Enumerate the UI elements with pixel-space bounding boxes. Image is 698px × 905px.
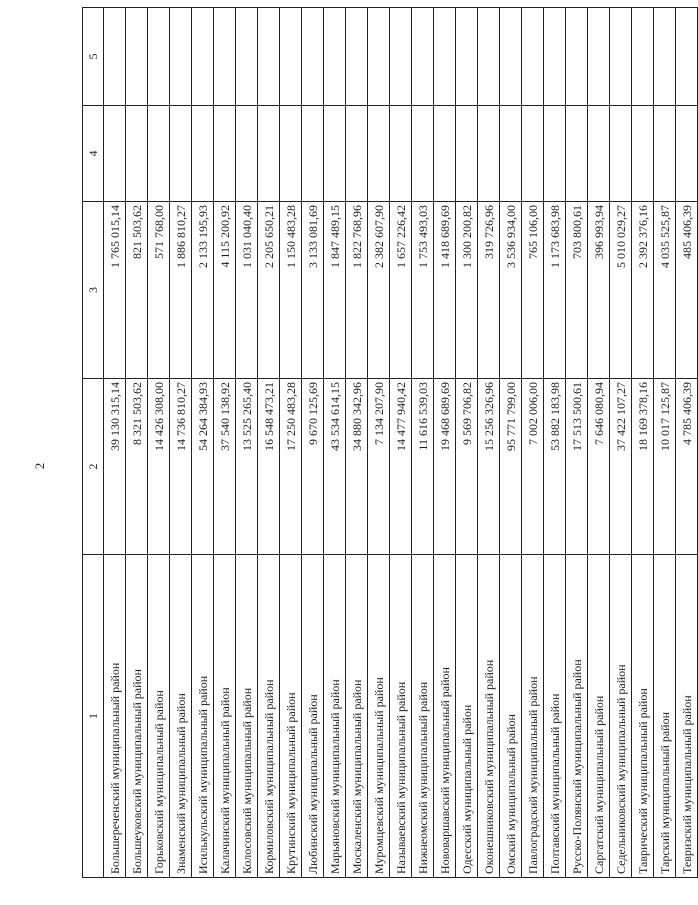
- column-5-value-cell: [588, 8, 610, 106]
- column-3-value-cell: 703 800,61: [566, 202, 588, 379]
- column-4-value-cell: [170, 106, 192, 202]
- table-row: [632, 8, 654, 878]
- table-row: [478, 8, 500, 878]
- district-name-cell: Нововаршавский муниципальный район: [434, 555, 456, 878]
- table-row: [544, 8, 566, 878]
- column-3-value-cell: 319 726,96: [478, 202, 500, 379]
- column-3-value-cell: 1 418 689,69: [434, 202, 456, 379]
- column-4-value-cell: [346, 106, 368, 202]
- column-5-value-cell: [214, 8, 236, 106]
- column-4-value-cell: [214, 106, 236, 202]
- district-name-cell: Нижнеомский муниципальный район: [412, 555, 434, 878]
- column-3-value-cell: 4 115 200,92: [214, 202, 236, 379]
- table-row: [456, 8, 478, 878]
- district-name-cell: Колосовский муниципальный район: [236, 555, 258, 878]
- column-3-value-cell: 571 768,00: [148, 202, 170, 379]
- column-3-value-cell: 3 536 934,00: [500, 202, 522, 379]
- district-name-cell: Большеуковский муниципальный район: [126, 555, 148, 878]
- column-5-value-cell: [258, 8, 280, 106]
- column-header: 2: [83, 379, 104, 555]
- column-4-value-cell: [126, 106, 148, 202]
- column-3-value-cell: 1 031 040,40: [236, 202, 258, 379]
- column-5-value-cell: [566, 8, 588, 106]
- column-4-value-cell: [412, 106, 434, 202]
- column-3-value-cell: 1 173 683,98: [544, 202, 566, 379]
- column-4-value-cell: [258, 106, 280, 202]
- column-3-value-cell: 3 133 081,69: [302, 202, 324, 379]
- table-row: [258, 8, 280, 878]
- column-4-value-cell: [434, 106, 456, 202]
- column-5-value-cell: [148, 8, 170, 106]
- district-name-cell: Одесский муниципальный район: [456, 555, 478, 878]
- column-4-value-cell: [390, 106, 412, 202]
- column-2-value-cell: 37 422 107,27: [610, 379, 632, 555]
- column-5-value-cell: [610, 8, 632, 106]
- column-2-value-cell: 4 785 406,39: [676, 379, 698, 555]
- column-2-value-cell: 9 569 706,82: [456, 379, 478, 555]
- column-2-value-cell: 8 321 503,62: [126, 379, 148, 555]
- table-row: [346, 8, 368, 878]
- column-4-value-cell: [148, 106, 170, 202]
- column-5-value-cell: [126, 8, 148, 106]
- column-4-value-cell: [610, 106, 632, 202]
- column-3-value-cell: 2 382 607,90: [368, 202, 390, 379]
- column-4-value-cell: [368, 106, 390, 202]
- column-2-value-cell: 19 468 689,69: [434, 379, 456, 555]
- district-name-cell: Русско-Полянский муниципальный район: [566, 555, 588, 878]
- column-4-value-cell: [456, 106, 478, 202]
- district-name-cell: Большереченский муниципальный район: [104, 555, 126, 878]
- district-name-cell: Тарский муниципальный район: [654, 555, 676, 878]
- column-3-value-cell: 485 406,39: [676, 202, 698, 379]
- column-5-value-cell: [654, 8, 676, 106]
- table-row: [654, 8, 676, 878]
- column-2-value-cell: 10 017 125,87: [654, 379, 676, 555]
- table-body: [104, 8, 698, 878]
- column-3-value-cell: 1 847 489,15: [324, 202, 346, 379]
- district-name-cell: Таврический муниципальный район: [632, 555, 654, 878]
- column-3-value-cell: 1 886 810,27: [170, 202, 192, 379]
- column-4-value-cell: [588, 106, 610, 202]
- column-4-value-cell: [566, 106, 588, 202]
- column-header: 5: [83, 8, 104, 106]
- column-2-value-cell: 16 548 473,21: [258, 379, 280, 555]
- column-5-value-cell: [368, 8, 390, 106]
- column-header: 4: [83, 106, 104, 202]
- column-5-value-cell: [434, 8, 456, 106]
- column-4-value-cell: [104, 106, 126, 202]
- column-4-value-cell: [478, 106, 500, 202]
- column-2-value-cell: 11 616 539,03: [412, 379, 434, 555]
- column-5-value-cell: [346, 8, 368, 106]
- column-2-value-cell: 37 540 138,92: [214, 379, 236, 555]
- rotated-table-container: [82, 8, 694, 878]
- district-name-cell: Москаленский муниципальный район: [346, 555, 368, 878]
- column-5-value-cell: [302, 8, 324, 106]
- column-2-value-cell: 17 513 500,61: [566, 379, 588, 555]
- table-row: [434, 8, 456, 878]
- column-4-value-cell: [544, 106, 566, 202]
- column-3-value-cell: 2 392 376,16: [632, 202, 654, 379]
- table-row: [324, 8, 346, 878]
- table-row: [412, 8, 434, 878]
- table-row: [302, 8, 324, 878]
- column-2-value-cell: 18 169 378,16: [632, 379, 654, 555]
- column-2-value-cell: 95 771 799,00: [500, 379, 522, 555]
- column-5-value-cell: [544, 8, 566, 106]
- column-2-value-cell: 14 736 810,27: [170, 379, 192, 555]
- table-row: [192, 8, 214, 878]
- column-4-value-cell: [654, 106, 676, 202]
- column-3-value-cell: 1 150 483,28: [280, 202, 302, 379]
- column-3-value-cell: 1 657 226,42: [390, 202, 412, 379]
- district-name-cell: Исилькульский муниципальный район: [192, 555, 214, 878]
- column-2-value-cell: 54 264 384,93: [192, 379, 214, 555]
- column-3-value-cell: 5 010 029,27: [610, 202, 632, 379]
- column-5-value-cell: [104, 8, 126, 106]
- column-2-value-cell: 43 534 614,15: [324, 379, 346, 555]
- column-2-value-cell: 34 880 342,96: [346, 379, 368, 555]
- district-name-cell: Называевский муниципальный район: [390, 555, 412, 878]
- column-4-value-cell: [500, 106, 522, 202]
- table-row: [148, 8, 170, 878]
- district-name-cell: Омский муниципальный район: [500, 555, 522, 878]
- column-header: 3: [83, 202, 104, 379]
- table-row: [610, 8, 632, 878]
- table-row: [390, 8, 412, 878]
- column-5-value-cell: [390, 8, 412, 106]
- district-name-cell: Кормиловский муниципальный район: [258, 555, 280, 878]
- column-3-value-cell: 765 106,00: [522, 202, 544, 379]
- column-4-value-cell: [236, 106, 258, 202]
- column-5-value-cell: [170, 8, 192, 106]
- column-4-value-cell: [192, 106, 214, 202]
- column-5-value-cell: [632, 8, 654, 106]
- column-5-value-cell: [324, 8, 346, 106]
- column-5-value-cell: [236, 8, 258, 106]
- column-5-value-cell: [500, 8, 522, 106]
- table-row: [214, 8, 236, 878]
- column-5-value-cell: [280, 8, 302, 106]
- table-row: [104, 8, 126, 878]
- column-2-value-cell: 14 426 308,00: [148, 379, 170, 555]
- district-name-cell: Седельниковский муниципальный район: [610, 555, 632, 878]
- table-row: [588, 8, 610, 878]
- column-header: 1: [83, 555, 104, 878]
- column-2-value-cell: 17 250 483,28: [280, 379, 302, 555]
- district-name-cell: Муромцевский муниципальный район: [368, 555, 390, 878]
- district-name-cell: Калачинский муниципальный район: [214, 555, 236, 878]
- district-name-cell: Оконешниковский муниципальный район: [478, 555, 500, 878]
- column-5-value-cell: [522, 8, 544, 106]
- header-row: [83, 8, 104, 878]
- district-name-cell: Марьяновский муниципальный район: [324, 555, 346, 878]
- column-4-value-cell: [522, 106, 544, 202]
- column-3-value-cell: 4 035 525,87: [654, 202, 676, 379]
- column-2-value-cell: 7 646 080,94: [588, 379, 610, 555]
- column-2-value-cell: 39 130 315,14: [104, 379, 126, 555]
- column-5-value-cell: [676, 8, 698, 106]
- table-row: [280, 8, 302, 878]
- table-row: [126, 8, 148, 878]
- column-3-value-cell: 1 765 015,14: [104, 202, 126, 379]
- column-3-value-cell: 2 205 650,21: [258, 202, 280, 379]
- column-5-value-cell: [478, 8, 500, 106]
- data-table: [82, 7, 698, 878]
- column-5-value-cell: [456, 8, 478, 106]
- page-number: 2: [32, 462, 47, 470]
- column-3-value-cell: 821 503,62: [126, 202, 148, 379]
- column-5-value-cell: [412, 8, 434, 106]
- column-2-value-cell: 13 525 265,40: [236, 379, 258, 555]
- column-2-value-cell: 7 002 006,00: [522, 379, 544, 555]
- table-row: [368, 8, 390, 878]
- table-row: [236, 8, 258, 878]
- column-4-value-cell: [280, 106, 302, 202]
- table-row: [500, 8, 522, 878]
- district-name-cell: Полтавский муниципальный район: [544, 555, 566, 878]
- column-2-value-cell: 7 134 207,90: [368, 379, 390, 555]
- column-2-value-cell: 15 256 326,96: [478, 379, 500, 555]
- column-3-value-cell: 396 993,94: [588, 202, 610, 379]
- table-row: [676, 8, 698, 878]
- column-5-value-cell: [192, 8, 214, 106]
- column-3-value-cell: 1 300 200,82: [456, 202, 478, 379]
- district-name-cell: Павлоградский муниципальный район: [522, 555, 544, 878]
- column-4-value-cell: [324, 106, 346, 202]
- district-name-cell: Любинский муниципальный район: [302, 555, 324, 878]
- district-name-cell: Горьковский муниципальный район: [148, 555, 170, 878]
- district-name-cell: Тевризский муниципальный район: [676, 555, 698, 878]
- column-3-value-cell: 1 822 768,96: [346, 202, 368, 379]
- district-name-cell: Крутинский муниципальный район: [280, 555, 302, 878]
- column-3-value-cell: 1 753 493,03: [412, 202, 434, 379]
- table-row: [566, 8, 588, 878]
- column-2-value-cell: 14 477 940,42: [390, 379, 412, 555]
- column-2-value-cell: 53 882 183,98: [544, 379, 566, 555]
- column-3-value-cell: 2 133 195,93: [192, 202, 214, 379]
- column-4-value-cell: [632, 106, 654, 202]
- district-name-cell: Знаменский муниципальный район: [170, 555, 192, 878]
- district-name-cell: Саргатский муниципальный район: [588, 555, 610, 878]
- column-4-value-cell: [302, 106, 324, 202]
- column-2-value-cell: 9 670 125,69: [302, 379, 324, 555]
- table-row: [170, 8, 192, 878]
- table-row: [522, 8, 544, 878]
- column-4-value-cell: [676, 106, 698, 202]
